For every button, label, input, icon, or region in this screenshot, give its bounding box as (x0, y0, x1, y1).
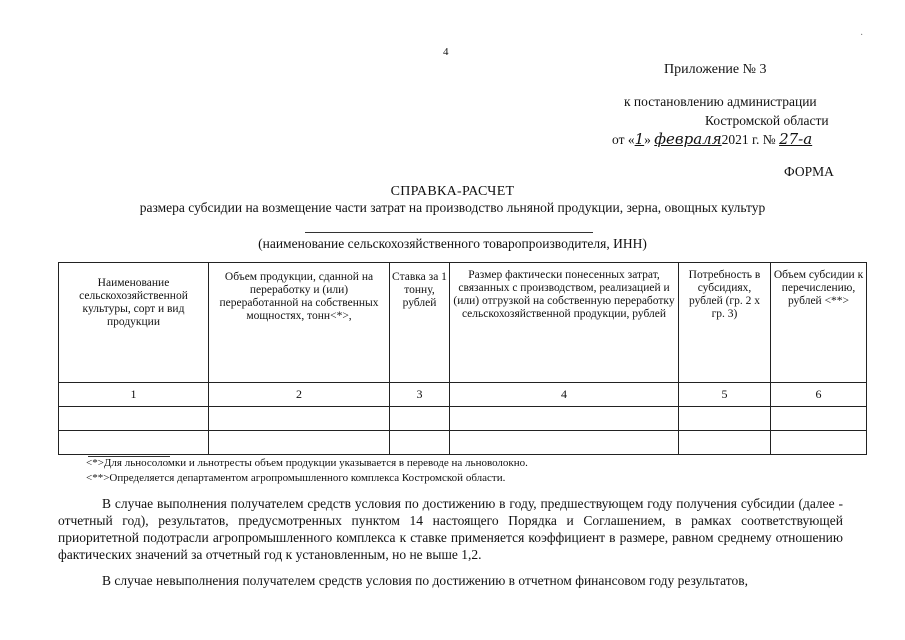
handwritten-month: февраля (654, 130, 722, 148)
document-subtitle: размера субсидии на возмещение части затрат на производство льняной продукции, зерна, овощных культур (139, 200, 766, 215)
empty-cell (679, 431, 771, 455)
header-cell-amount: Объем субсидии к перечислению, рублей <**> (771, 263, 867, 383)
producer-name-caption: (наименование сельскохозяйственного товаропроизводителя, ИНН) (258, 236, 647, 251)
header-cell-need: Потребность в субсидиях, рублей (гр. 2 x гр. 3) (679, 263, 771, 383)
paragraph-2: В случае невыполнения получателем средств условия по достижению в отчетном финансовом году результатов, (102, 573, 749, 588)
empty-cell (771, 431, 867, 455)
document-title: СПРАВКА-РАСЧЕТ (390, 184, 515, 199)
reference-line-3 (612, 130, 812, 148)
reference-line-2: Костромской области (705, 113, 829, 128)
empty-cell (59, 431, 209, 455)
column-number: 5 (679, 383, 771, 407)
table-row (59, 431, 867, 455)
column-number: 6 (771, 383, 867, 407)
handwritten-day: 1 (634, 130, 645, 148)
appendix-label: Приложение № 3 (664, 62, 767, 77)
empty-cell (390, 431, 450, 455)
column-number: 2 (209, 383, 390, 407)
footnote-1: <*>Для льносоломки и льнотресты объем продукции указывается в переводе на льноволокно. (86, 457, 528, 469)
calculation-table (58, 262, 867, 455)
form-label: ФОРМА (784, 164, 834, 179)
page-number: 4 (443, 46, 449, 58)
header-cell-costs: Размер фактически понесенных затрат, связанных с производством, реализацией и (или) отгрузкой на собственную переработку сельскохозяйственной продукции, рублей (450, 263, 679, 383)
empty-cell (209, 407, 390, 431)
handwritten-number: 27-а (779, 130, 813, 148)
paragraph-1: В случае выполнения получателем средств условия по достижению в году, предшествующем году получения субсидии (далее - отчетный год), результатов, предусмотренных пунктом 14 настоящего Порядка и Соглашением, в рамках соответствующей приоритетной подотрасли агропромышленного комплекса к ставке применяется коэффициент в размере, равном среднему отношению фактических значений за отчетный год к установленным, но не выше 1,2. (58, 496, 843, 562)
year-text: 2021 г. № (721, 132, 776, 147)
header-cell-volume: Объем продукции, сданной на переработку и (или) переработанной на собственных мощностях, тонн<*>, (209, 263, 390, 383)
header-cell-rate: Ставка за 1 тонну, рублей (390, 263, 450, 383)
from-prefix: от « (612, 132, 635, 147)
column-number: 4 (450, 383, 679, 407)
column-number: 3 (390, 383, 450, 407)
empty-cell (771, 407, 867, 431)
header-cell-crop: Наименование сельскохозяйственной культуры, сорт и вид продукции (59, 263, 209, 383)
empty-cell (450, 431, 679, 455)
empty-cell (679, 407, 771, 431)
table-row (59, 407, 867, 431)
empty-cell (450, 407, 679, 431)
table-header-row (59, 263, 867, 383)
from-mid: » (644, 132, 651, 147)
producer-name-underline (305, 232, 593, 233)
corner-mark: · (860, 30, 864, 41)
empty-cell (209, 431, 390, 455)
column-number-row (59, 383, 867, 407)
empty-cell (59, 407, 209, 431)
footnote-2: <**>Определяется департаментом агропромышленного комплекса Костромской области. (86, 472, 506, 484)
reference-line-1: к постановлению администрации (624, 94, 817, 109)
empty-cell (390, 407, 450, 431)
column-number: 1 (59, 383, 209, 407)
